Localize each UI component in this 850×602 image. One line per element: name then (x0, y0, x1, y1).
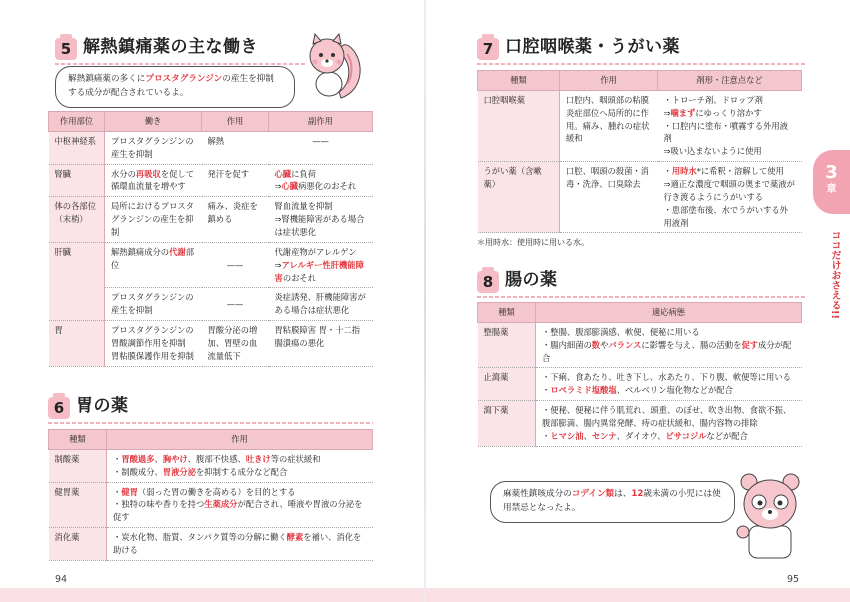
section-6-title: 胃の薬 (76, 396, 129, 416)
table-row: 消化薬 ・炭水化物、脂質、タンパク質等の分解に働く酵素を補い、消化を助ける (49, 528, 373, 561)
speech-bubble-8: 麻薬性鎮咳成分のコデイン類は、12歳未満の小児には使用禁忌となったよ。 (490, 481, 735, 523)
bear-mascot (735, 470, 805, 565)
speech-bubble-5: 解熱鎮痛薬の多くにプロスタグランジンの産生を抑制する成分が配合されているよ。 (55, 66, 295, 108)
chapter-label: ココだけおさえる!! (829, 230, 840, 320)
table-row: 口腔咽喉薬 口腔内、咽頭部の粘膜炎症部位へ局所的に作用。痛み、腫れの症状緩和 ・トローチ剤、ドロップ剤 ⇒噛まずにゆっくり溶かす ・口腔内に塗布・噴霧する外用液剤 ⇒吸い込まないように使用 (478, 90, 802, 161)
section-8-header (477, 267, 558, 293)
chapter-tab: 3 章 (813, 150, 850, 214)
jar-icon: 7 (477, 34, 499, 60)
jar-icon: 8 (477, 267, 499, 293)
th-action: 作用 (202, 112, 269, 132)
th-work: 働き (105, 112, 202, 132)
table-row: 中枢神経系 プロスタグランジンの産生を抑制 解熱 —— (49, 131, 373, 164)
table-row: 制酸薬 ・胃酸過多、胸やけ、腹部不快感、吐きけ等の症状緩和 ・制酸成分、胃液分泌を抑制する成分など配合 (49, 449, 373, 482)
squirrel-mascot (303, 28, 363, 105)
table-row: 整腸薬 ・整腸、腹部膨満感、軟便、便秘に用いる ・腸内細菌の数やバランスに影響を与え、腸の活動を促す成分が配合 (478, 322, 802, 368)
jar-icon: 6 (48, 393, 70, 419)
right-page (425, 0, 850, 602)
section-5-header (55, 34, 258, 60)
table-7: 種類 作用 剤形・注意点など 口腔咽喉薬 口腔内、咽頭部の粘膜炎症部位へ局所的に作用。痛み、腫れの症状緩和 ・トローチ剤、ドロップ剤 ⇒噛まずにゆっくり溶かす ・口腔内に塗布・噴霧する外用液剤 ⇒吸い込まないように使用 うがい薬（含嗽薬） 口腔、咽頭の殺菌・消毒・洗浄、口臭除去 ・用時水*に希釈・溶解して使用 ⇒適正な濃度で咽頭の奥まで薬液が行き渡るようにうがいする ・患部塗布後、水でうがいする外用液剤 (477, 70, 802, 233)
table-5 (48, 111, 373, 367)
th-kind: 種類 (49, 430, 107, 450)
page-number: 94 (55, 574, 68, 585)
table-6 (48, 429, 373, 561)
footnote: ＊用時水：使用時に用いる水。 (477, 238, 589, 247)
table-8: 種類 適応病態 整腸薬 ・整腸、腹部膨満感、軟便、便秘に用いる ・腸内細菌の数やバランスに影響を与え、腸の活動を促す成分が配合 止瀉薬 ・下痢、食あたり、吐き下し、水あたり、下り腹、軟便等に用いる ・ロペラミド塩酸塩、ベルベリン塩化物などが配合 瀉下薬 ・便秘、便秘に伴う肌荒れ、頭重、のぼせ、吹き出物、食欲不振、腹部膨満、腸内異常発酵、痔の症状緩和、腸内容物の排除 ・ヒマシ油、センナ、ダイオウ、ビサコジルなどが配合 (477, 302, 802, 447)
section-7-title: 口腔咽喉薬・うがい薬 (505, 37, 680, 57)
table-row: 腎臓 水分の再吸収を促して循環血流量を増やす 発汗を促す 心臓に負荷 ⇒心臓病悪化のおそれ (49, 164, 373, 197)
table-row: うがい薬（含嗽薬） 口腔、咽頭の殺菌・消毒・洗浄、口臭除去 ・用時水*に希釈・溶解して使用 ⇒適正な濃度で咽頭の奥まで薬液が行き渡るようにうがいする ・患部塗布後、水でうがいする外用液剤 (478, 162, 802, 233)
table-row: 胃 プロスタグランジンの胃酸調節作用を抑制 胃粘膜保護作用を抑制 胃酸分泌の増加、胃壁の血流量低下 胃粘膜障害 胃・十二指腸潰瘍の悪化 (49, 321, 373, 367)
jar-icon: 5 (55, 34, 77, 60)
table-row: 肝臓 解熱鎮痛成分の代謝部位 —— 代謝産物がアレルゲン ⇒アレルギー性肝機能障害のおそれ (49, 242, 373, 288)
table-row: 健胃薬 ・健胃（弱った胃の働きを高める）を目的とする ・独特の味や香りを持つ生薬成分が配合され、唾液や胃液の分泌を促す (49, 482, 373, 528)
th-site: 作用部位 (49, 112, 105, 132)
table-row: 体の各部位（末梢） 局所におけるプロスタグランジンの産生を抑制 痛み、炎症を鎮める 腎血流量を抑制 ⇒腎機能障害がある場合は症状悪化 (49, 197, 373, 243)
th-side: 副作用 (269, 112, 373, 132)
table-row: プロスタグランジンの産生を抑制 —— 炎症誘発、肝機能障害がある場合は症状悪化 (49, 288, 373, 321)
table-row: 止瀉薬 ・下痢、食あたり、吐き下し、水あたり、下り腹、軟便等に用いる ・ロペラミド塩酸塩、ベルベリン塩化物などが配合 (478, 368, 802, 401)
table-row: 瀉下薬 ・便秘、便秘に伴う肌荒れ、頭重、のぼせ、吹き出物、食欲不振、腹部膨満、腸内異常発酵、痔の症状緩和、腸内容物の排除 ・ヒマシ油、センナ、ダイオウ、ビサコジルなどが配合 (478, 401, 802, 447)
section-8-title: 腸の薬 (505, 270, 558, 290)
th-action: 作用 (107, 430, 373, 450)
page-number: 95 (787, 574, 800, 585)
section-6-header (48, 393, 129, 419)
section-7-header (477, 34, 680, 60)
section-5-title: 解熱鎮痛薬の主な働き (83, 37, 258, 57)
